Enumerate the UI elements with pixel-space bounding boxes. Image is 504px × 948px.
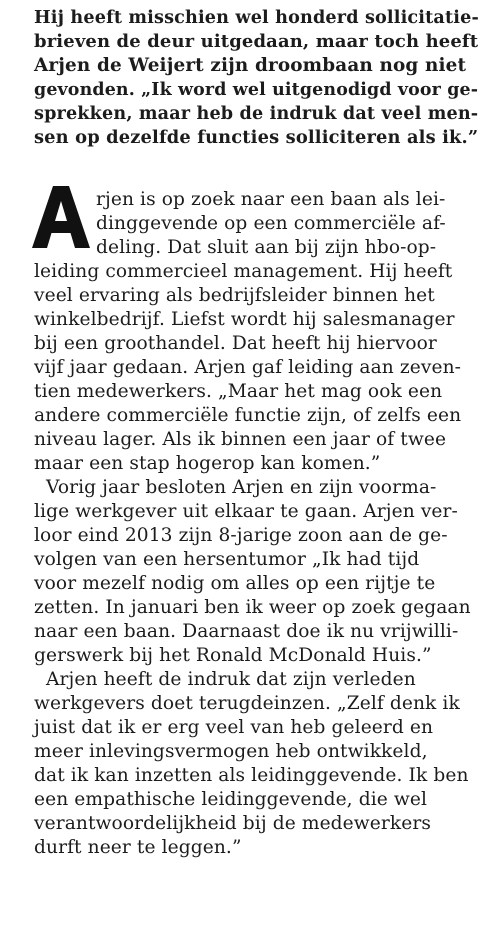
body-line: andere commerciële functie zijn, of zelfs een [34,405,462,426]
body-line: lige werkgever uit elkaar te gaan. Arjen ver- [34,501,458,522]
body-line: juist dat ik er erg veel van heb geleerd en [34,717,434,738]
body-line: Arjen heeft de indruk dat zijn verleden [46,669,416,690]
intro-line: gevonden. „Ik word wel uitgenodigd voor ge- [34,80,479,100]
body-line: tien medewerkers. „Maar het mag ook een [34,381,443,402]
body-line: naar een baan. Daarnaast doe ik nu vrijwilli- [34,621,459,642]
intro-line: sprekken, maar heb de indruk dat veel men- [34,103,479,124]
body-line: werkgevers doet terugdeinzen. „Zelf denk ik [34,693,460,714]
body-line: voor mezelf nodig om alles op een rijtje te [34,573,436,594]
intro-line: brieven de deur uitgedaan, maar toch heeft [34,31,479,52]
body-line: deling. Dat sluit aan bij zijn hbo-op- [96,237,437,258]
body-line: verantwoordelijkheid bij de medewerkers [34,813,431,834]
intro-line: sen op dezelfde functies solliciteren als ik.” [34,127,479,148]
intro-line: Arjen de Weijert zijn droombaan nog niet [34,55,467,76]
body-line: loor eind 2013 zijn 8-jarige zoon aan de ge- [34,525,448,546]
drop-cap-letter [32,186,90,248]
body-line: leiding commercieel management. Hij heeft [34,261,453,282]
body-line: Vorig jaar besloten Arjen en zijn voorma- [46,477,437,498]
body-line: zetten. In januari ben ik weer op zoek gegaan [34,597,471,618]
body-line: maar een stap hogerop kan komen.” [34,453,381,474]
body-line: een empathische leidinggevende, die wel [34,789,428,810]
body-line: dat ik kan inzetten als leidinggevende. Ik ben [34,765,469,786]
body-line: gerswerk bij het Ronald McDonald Huis.” [34,645,432,666]
body-line: niveau lager. Als ik binnen een jaar of twee [34,429,447,450]
intro-line: Hij heeft misschien wel honderd sollicitatie- [34,7,479,28]
body-line: vijf jaar gedaan. Arjen gaf leiding aan zeven- [34,357,462,378]
body-line: dinggevende op een commerciële af- [96,213,446,234]
body-line: veel ervaring als bedrijfsleider binnen het [34,285,435,306]
body-line: bij een groothandel. Dat heeft hij hiervoor [34,333,437,354]
body-line: volgen van een hersentumor „Ik had tijd [34,549,420,570]
body-line: meer inlevingsvermogen heb ontwikkeld, [34,741,428,762]
body-line: rjen is op zoek naar een baan als lei- [96,189,446,210]
body-line: durft neer te leggen.” [34,837,242,858]
body-line: winkelbedrijf. Liefst wordt hij salesmanager [34,309,455,330]
